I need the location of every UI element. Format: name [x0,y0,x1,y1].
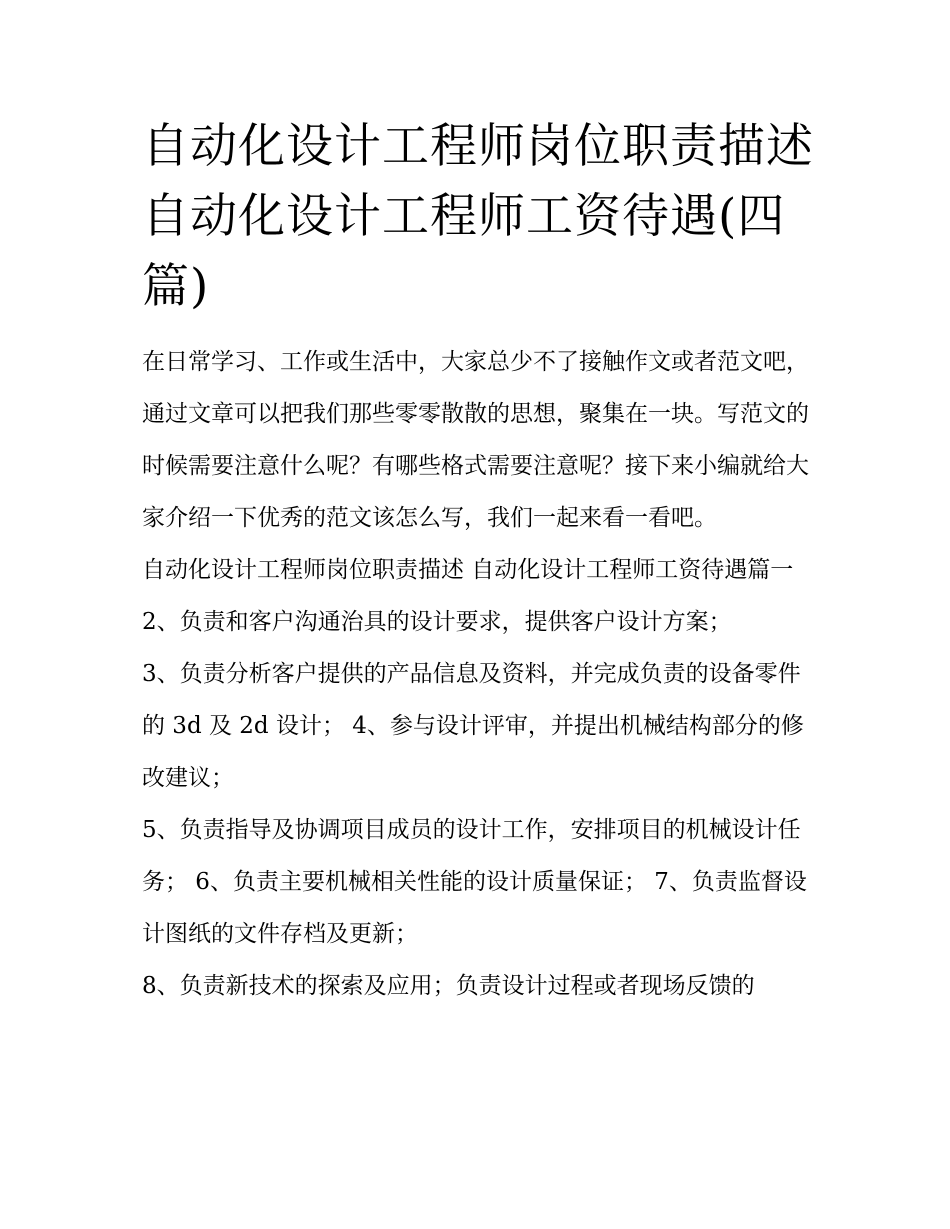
paragraph-item-5-7: 5、负责指导及协调项目成员的设计工作，安排项目的机械设计任务； 6、负责主要机械相关性能的设计质量保证； 7、负责监督设计图纸的文件存档及更新； [142,817,807,947]
paragraph-item-3-4: 3、负责分析客户提供的产品信息及资料，并完成负责的设备零件的 3d 及 2d 设计； 4、参与设计评审，并提出机械结构部分的修改建议； [142,661,804,791]
document-title: 自动化设计工程师岗位职责描述 自动化设计工程师工资待遇(四篇) [142,119,814,314]
paragraph-part-one: 自动化设计工程师岗位职责描述 自动化设计工程师工资待遇篇一 2、负责和客户沟通治具的设计要求，提供客户设计方案； [142,557,794,635]
paragraph-intro: 在日常学习、工作或生活中，大家总少不了接触作文或者范文吧，通过文章可以把我们那些零零散散的思想，聚集在一块。写范文的时候需要注意什么呢？有哪些格式需要注意呢？接下来小编就给大家介绍一下优秀的范文该怎么写，我们一起来看一看吧。 [142,349,809,531]
paragraph-item-8: 8、负责新技术的探索及应用；负责设计过程或者现场反馈的 [142,973,755,999]
document-page [142,112,814,1012]
